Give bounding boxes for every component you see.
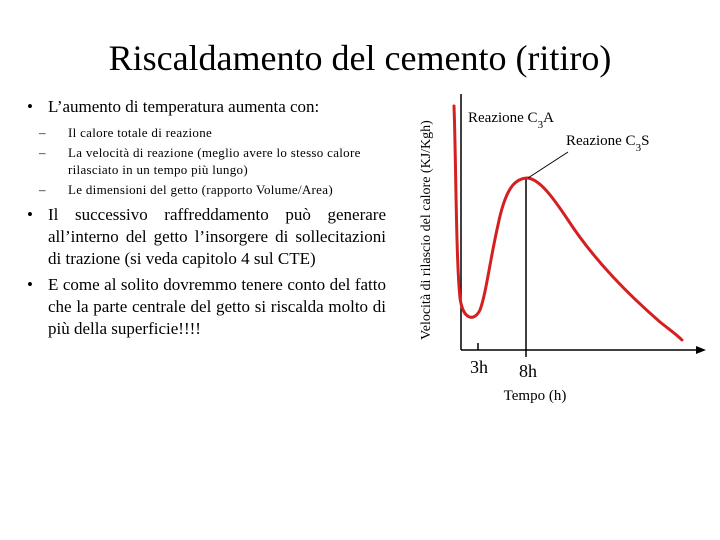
sub-text: Le dimensioni del getto (rapporto Volume/Area) — [68, 182, 333, 197]
sub-item — [34, 181, 386, 198]
bullet-dot-icon: • — [27, 275, 33, 294]
heat-release-chart — [380, 70, 710, 420]
y-axis-label: Velocità di rilascio del calore (KJ/Kgh) — [419, 120, 434, 340]
c3a-tail: A — [543, 110, 554, 126]
sub-text: La velocità di reazione (meglio avere lo stesso calore rilasciato in un tempo più lungo) — [68, 145, 361, 177]
bullet-dot-icon: • — [27, 205, 33, 224]
dash-icon: – — [39, 182, 46, 197]
c3a-sub: 3 — [537, 119, 544, 131]
annotation-c3s — [566, 133, 649, 154]
c3s-tail: S — [641, 133, 650, 149]
x-axis-arrow-icon — [696, 346, 706, 354]
sub-list — [24, 124, 386, 198]
bullet-dot-icon: • — [27, 97, 33, 116]
bullet-item — [24, 204, 386, 270]
c3s-sub: 3 — [635, 142, 642, 154]
bullet-list — [24, 96, 386, 340]
sub-text: Il calore totale di reazione — [68, 125, 213, 140]
sub-item — [34, 124, 386, 141]
sub-item — [34, 144, 386, 178]
bullet-text: E come al solito dovremmo tenere conto del fatto che la parte centrale del getto si riscalda molto di più della superficie!!!! — [48, 275, 386, 338]
x-tick-label-8h: 8h — [519, 361, 537, 381]
bullet-item — [24, 96, 386, 118]
c3a-base: Reazione C — [468, 110, 538, 126]
annotation-c3a — [468, 110, 554, 131]
x-axis-label: Tempo (h) — [503, 388, 567, 404]
dash-icon: – — [39, 125, 46, 140]
c3s-base: Reazione C — [566, 133, 636, 149]
bullet-item — [24, 274, 386, 340]
c3s-pointer — [528, 152, 568, 178]
x-tick-label-3h: 3h — [470, 357, 488, 377]
slide-title: Riscaldamento del cemento (ritiro) — [108, 38, 612, 78]
bullet-text: Il successivo raffreddamento può generare all’interno del getto l’insorgere di sollecitazioni di trazione (si veda capitolo 4 sul CTE) — [48, 205, 386, 268]
dash-icon: – — [39, 145, 46, 160]
bullet-text: L’aumento di temperatura aumenta con: — [48, 97, 320, 116]
